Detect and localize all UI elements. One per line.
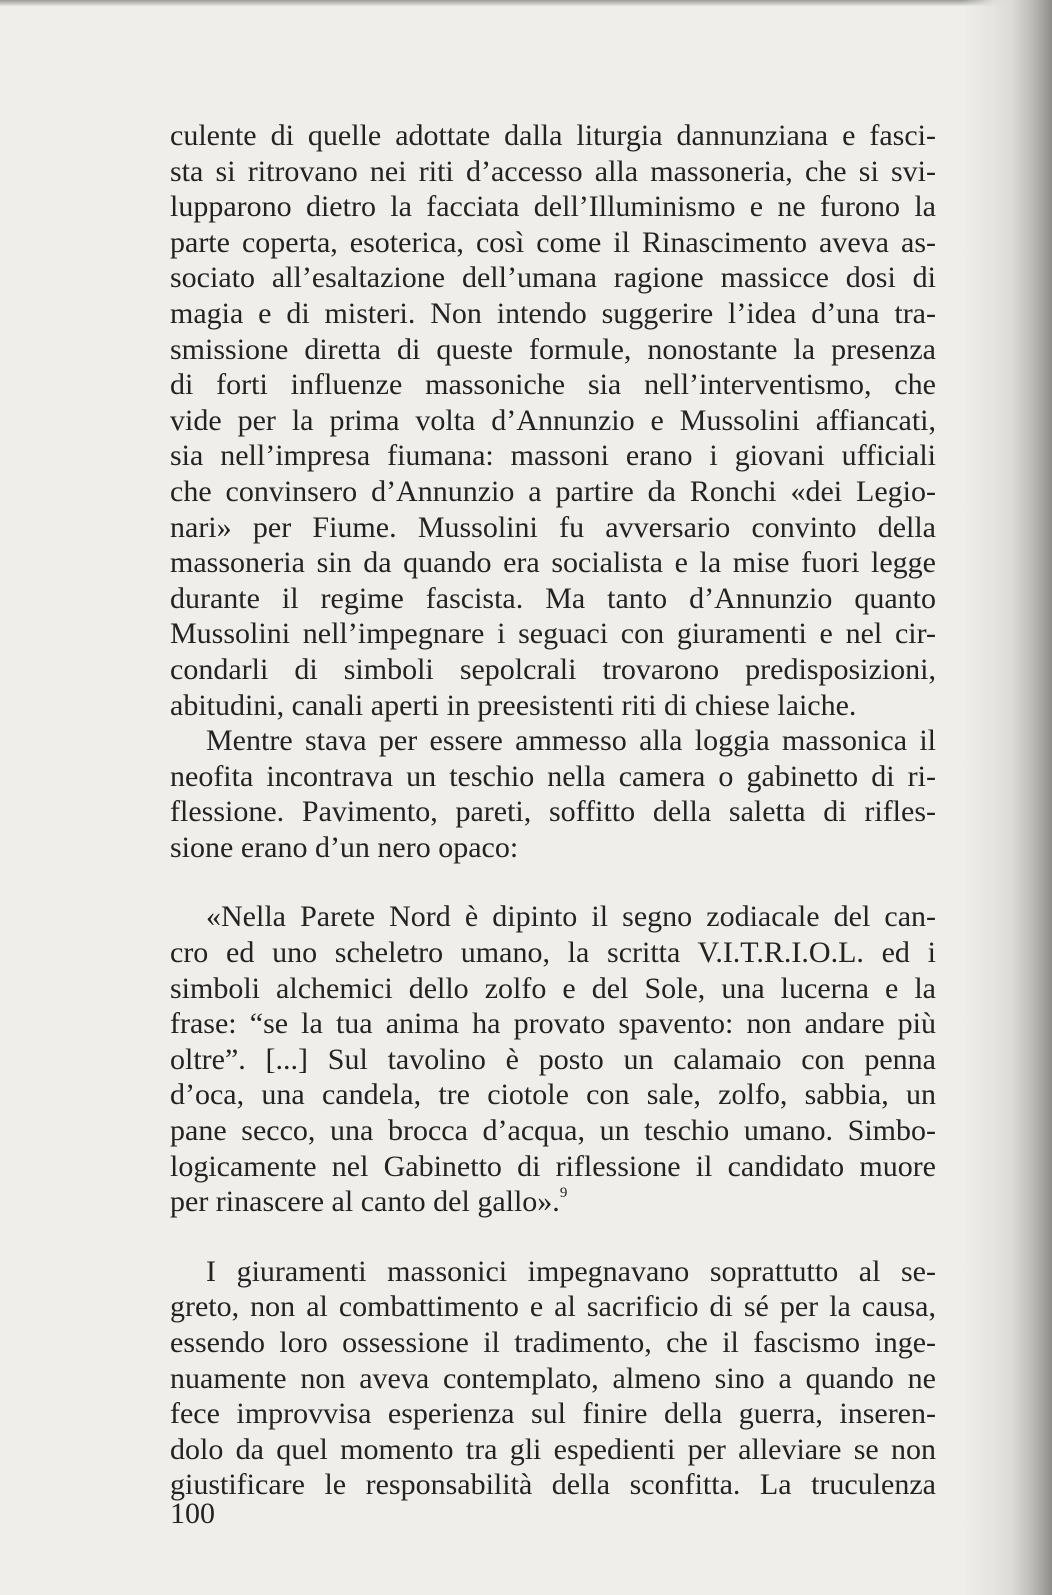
text-line: lupparono dietro la facciata dell’Illuminismo e ne furono la [170, 190, 936, 224]
text-line: Mentre stava per essere ammesso alla loggia massonica il [206, 724, 936, 758]
text-line: «Nella Parete Nord è dipinto il segno zodiacale del can- [206, 900, 936, 934]
paragraph-1 [170, 118, 936, 723]
text-line: sociato all’esaltazione dell’umana ragione massicce dosi di [170, 261, 936, 295]
text-line: sta si ritrovano nei riti d’accesso alla massoneria, che si svi- [170, 154, 936, 188]
text-line: sione erano d’un nero opaco: [170, 830, 519, 864]
text-line: simboli alchemici dello zolfo e del Sole, una lucerna e la [170, 971, 936, 1005]
quote-last-line-text: per rinascere al canto del gallo». [170, 1185, 560, 1219]
text-line: smissione diretta di queste formule, nonostante la presenza [170, 332, 936, 366]
text-line: condarli di simboli sepolcrali trovarono predisposizioni, [170, 652, 936, 686]
text-line: frase: “se la tua anima ha provato spavento: non andare più [170, 1007, 936, 1041]
text-line: pane secco, una brocca d’acqua, un teschio umano. Simbo- [170, 1114, 936, 1148]
text-line: nari» per Fiume. Mussolini fu avversario convinto della [170, 510, 936, 544]
text-line: d’oca, una candela, tre ciotole con sale, zolfo, sabbia, un [170, 1078, 936, 1112]
spacer [170, 1220, 936, 1254]
text-line: cro ed uno scheletro umano, la scritta V.I.T.R.I.O.L. ed i [170, 936, 936, 970]
text-line: durante il regime fascista. Ma tanto d’Annunzio quanto [170, 581, 936, 615]
text-line: vide per la prima volta d’Annunzio e Mussolini affiancati, [170, 403, 936, 437]
text-line: greto, non al combattimento e al sacrificio di sé per la causa, [170, 1290, 936, 1324]
text-line: oltre”. [...] Sul tavolino è posto un calamaio con penna [170, 1042, 936, 1076]
text-line: abitudini, canali aperti in preesistenti riti di chiese laiche. [170, 688, 857, 722]
scan-top-edge [0, 0, 1052, 6]
text-line: parte coperta, esoterica, così come il Rinascimento aveva as- [170, 225, 936, 259]
spacer [170, 865, 936, 899]
text-line: massoneria sin da quando era socialista e la mise fuori legge [170, 546, 936, 580]
text-line: di forti influenze massoniche sia nell’interventismo, che [170, 368, 936, 402]
paragraph-2 [170, 723, 936, 865]
page-body [170, 118, 936, 1503]
page-gutter-shadow [962, 0, 1052, 1595]
paragraph-3 [170, 1254, 936, 1503]
block-quote [170, 899, 936, 1219]
text-line: essendo loro ossessione il tradimento, che il fascismo inge- [170, 1326, 936, 1359]
text-line: Mussolini nell’impegnare i seguaci con giuramenti e nel cir- [170, 617, 936, 651]
text-line: nuamente non aveva contemplato, almeno sino a quando ne [170, 1361, 936, 1395]
text-line: neofita incontrava un teschio nella camera o gabinetto di ri- [170, 759, 936, 793]
footnote-marker: 9 [559, 1185, 568, 1202]
text-line: flessione. Pavimento, pareti, soffitto della saletta di rifles- [170, 795, 936, 829]
text-line: I giuramenti massonici impegnavano soprattutto al se- [206, 1254, 936, 1288]
text-line: che convinsero d’Annunzio a partire da Ronchi «dei Legio- [170, 474, 936, 508]
text-line: magia e di misteri. Non intendo suggerire l’idea d’una tra- [170, 296, 936, 330]
text-line: sia nell’impresa fiumana: massoni erano i giovani ufficiali [170, 439, 936, 473]
text-line: dolo da quel momento tra gli espedienti per alleviare se non [170, 1432, 936, 1466]
text-line [170, 1184, 936, 1220]
page-number: 100 [170, 1497, 215, 1530]
text-line: culente di quelle adottate dalla liturgia dannunziana e fasci- [170, 119, 936, 152]
text-line: fece improvvisa esperienza sul finire della guerra, inseren- [170, 1397, 936, 1431]
text-line: logicamente nel Gabinetto di riflessione il candidato muore [170, 1149, 936, 1183]
text-line: giustificare le responsabilità della sconfitta. La truculenza [170, 1468, 936, 1502]
